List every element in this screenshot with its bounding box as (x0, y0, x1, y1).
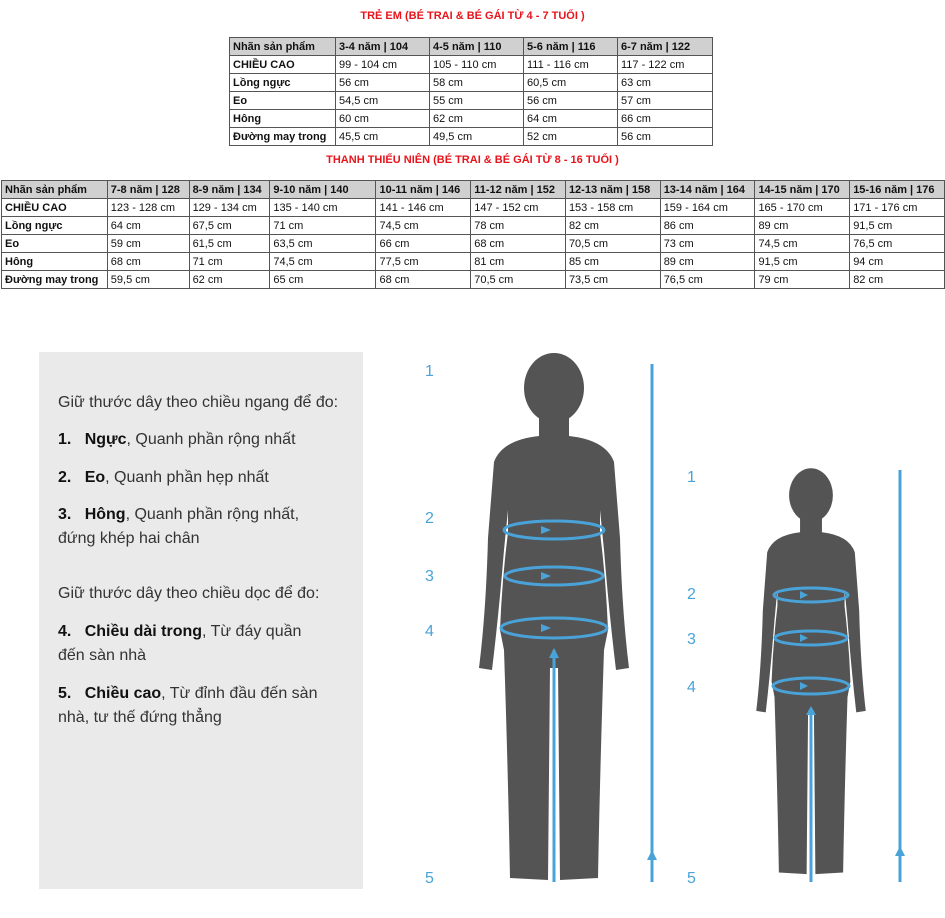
guide-item-waist (58, 466, 269, 490)
item-desc: , Quanh phần hẹp nhất (105, 469, 269, 486)
table-cell: 61,5 cm (189, 235, 270, 253)
body-measurement-figure (405, 350, 945, 895)
table-cell: 70,5 cm (471, 271, 566, 289)
column-header: 14-15 năm | 170 (755, 181, 850, 199)
table-cell: 105 - 110 cm (430, 56, 524, 74)
column-header: 7-8 năm | 128 (107, 181, 189, 199)
table-cell: 153 - 158 cm (565, 199, 660, 217)
guide-item-chest (58, 428, 296, 452)
table-cell: 68 cm (376, 271, 471, 289)
table-cell: 135 - 140 cm (270, 199, 376, 217)
table-cell: 65 cm (270, 271, 376, 289)
table-header-row (230, 38, 713, 56)
guide-item-height (58, 682, 343, 730)
item-number: 2. (58, 469, 72, 486)
table-cell: 171 - 176 cm (850, 199, 945, 217)
column-header: 13-14 năm | 164 (660, 181, 755, 199)
table-cell: 56 cm (524, 92, 618, 110)
small-label-2: 2 (687, 586, 696, 603)
row-label: Eo (230, 92, 336, 110)
table-cell: 49,5 cm (430, 128, 524, 146)
table-cell: 82 cm (565, 217, 660, 235)
table-cell: 141 - 146 cm (376, 199, 471, 217)
teens-table-title: THANH THIẾU NIÊN (BÉ TRAI & BÉ GÁI TỪ 8 - 16 TUỔI ) (326, 154, 619, 166)
table-cell: 86 cm (660, 217, 755, 235)
table-cell: 60 cm (336, 110, 430, 128)
table-row (2, 253, 945, 271)
table-cell: 71 cm (270, 217, 376, 235)
row-label: Đường may trong (2, 271, 108, 289)
table-cell: 73,5 cm (565, 271, 660, 289)
table-cell: 147 - 152 cm (471, 199, 566, 217)
row-label: Lồng ngực (2, 217, 108, 235)
column-header: 6-7 năm | 122 (618, 38, 713, 56)
table-cell: 52 cm (524, 128, 618, 146)
kids-table-title: TRẺ EM (BÉ TRAI & BÉ GÁI TỪ 4 - 7 TUỔI ) (360, 10, 585, 22)
large-label-3: 3 (425, 568, 434, 585)
table-cell: 62 cm (189, 271, 270, 289)
table-cell: 79 cm (755, 271, 850, 289)
row-label: Hông (2, 253, 108, 271)
table-row (2, 271, 945, 289)
column-header: 12-13 năm | 158 (565, 181, 660, 199)
table-cell: 66 cm (618, 110, 713, 128)
item-name: Hông (84, 506, 126, 523)
column-header: 8-9 năm | 134 (189, 181, 270, 199)
column-header: 15-16 năm | 176 (850, 181, 945, 199)
table-cell: 76,5 cm (850, 235, 945, 253)
column-header: 9-10 năm | 140 (270, 181, 376, 199)
row-label: CHIỀU CAO (2, 199, 108, 217)
table-cell: 68 cm (471, 235, 566, 253)
kids-size-table (229, 37, 713, 146)
column-header: 11-12 năm | 152 (471, 181, 566, 199)
column-header: 3-4 năm | 104 (336, 38, 430, 56)
table-row (2, 217, 945, 235)
table-cell: 111 - 116 cm (524, 56, 618, 74)
table-cell: 54,5 cm (336, 92, 430, 110)
table-cell: 73 cm (660, 235, 755, 253)
item-name: Chiều dài trong (84, 623, 203, 640)
table-row (230, 74, 713, 92)
row-label: Eo (2, 235, 108, 253)
table-cell: 123 - 128 cm (107, 199, 189, 217)
row-label: Hông (230, 110, 336, 128)
item-number: 4. (58, 623, 72, 640)
table-cell: 63,5 cm (270, 235, 376, 253)
table-cell: 57 cm (618, 92, 713, 110)
item-desc: , Từ đỉnh đầu đến sàn nhà, tư thế đứng thẳng (58, 685, 318, 726)
table-cell: 70,5 cm (565, 235, 660, 253)
item-number: 1. (58, 431, 72, 448)
table-cell: 165 - 170 cm (755, 199, 850, 217)
table-cell: 56 cm (618, 128, 713, 146)
table-cell: 89 cm (660, 253, 755, 271)
item-number: 5. (58, 685, 72, 702)
large-label-5: 5 (425, 870, 434, 887)
small-label-3: 3 (687, 631, 696, 648)
table-cell: 74,5 cm (755, 235, 850, 253)
table-cell: 82 cm (850, 271, 945, 289)
item-number: 3. (58, 506, 72, 523)
column-header: 5-6 năm | 116 (524, 38, 618, 56)
table-row (2, 235, 945, 253)
table-cell: 89 cm (755, 217, 850, 235)
small-label-4: 4 (687, 679, 696, 696)
large-label-4: 4 (425, 623, 434, 640)
table-cell: 91,5 cm (850, 217, 945, 235)
table-cell: 117 - 122 cm (618, 56, 713, 74)
table-cell: 81 cm (471, 253, 566, 271)
table-cell: 78 cm (471, 217, 566, 235)
table-row (230, 56, 713, 74)
table-cell: 74,5 cm (376, 217, 471, 235)
table-cell: 59 cm (107, 235, 189, 253)
table-cell: 62 cm (430, 110, 524, 128)
teens-size-table (1, 180, 945, 289)
large-label-1: 1 (425, 363, 434, 380)
guide-item-inseam (58, 620, 328, 668)
table-corner: Nhãn sản phẩm (2, 181, 108, 199)
table-row (2, 199, 945, 217)
table-cell: 77,5 cm (376, 253, 471, 271)
table-cell: 85 cm (565, 253, 660, 271)
table-row (230, 128, 713, 146)
measurement-guide-panel (39, 352, 363, 889)
table-cell: 59,5 cm (107, 271, 189, 289)
table-cell: 58 cm (430, 74, 524, 92)
table-cell: 76,5 cm (660, 271, 755, 289)
table-corner: Nhãn sản phẩm (230, 38, 336, 56)
horizontal-intro: Giữ thước dây theo chiều ngang để đo: (58, 394, 339, 411)
small-label-1: 1 (687, 469, 696, 486)
table-row (230, 110, 713, 128)
table-header-row (2, 181, 945, 199)
table-cell: 67,5 cm (189, 217, 270, 235)
large-label-2: 2 (425, 510, 434, 527)
column-header: 4-5 năm | 110 (430, 38, 524, 56)
table-cell: 159 - 164 cm (660, 199, 755, 217)
table-cell: 64 cm (107, 217, 189, 235)
table-cell: 129 - 134 cm (189, 199, 270, 217)
item-name: Ngực (84, 431, 127, 448)
guide-item-hip (58, 503, 328, 551)
table-cell: 99 - 104 cm (336, 56, 430, 74)
item-desc: , Quanh phần rộng nhất, đứng khép hai chân (58, 506, 300, 547)
row-label: Đường may trong (230, 128, 336, 146)
table-cell: 56 cm (336, 74, 430, 92)
table-cell: 64 cm (524, 110, 618, 128)
small-label-5: 5 (687, 870, 696, 887)
item-name: Eo (84, 469, 106, 486)
table-row (230, 92, 713, 110)
vertical-intro: Giữ thước dây theo chiều dọc để đo: (58, 585, 320, 602)
table-cell: 45,5 cm (336, 128, 430, 146)
table-cell: 94 cm (850, 253, 945, 271)
row-label: Lồng ngực (230, 74, 336, 92)
table-cell: 74,5 cm (270, 253, 376, 271)
item-name: Chiều cao (84, 685, 162, 702)
table-cell: 71 cm (189, 253, 270, 271)
table-cell: 68 cm (107, 253, 189, 271)
table-cell: 91,5 cm (755, 253, 850, 271)
table-cell: 66 cm (376, 235, 471, 253)
table-cell: 63 cm (618, 74, 713, 92)
item-desc: , Quanh phần rộng nhất (126, 431, 296, 448)
column-header: 10-11 năm | 146 (376, 181, 471, 199)
table-cell: 60,5 cm (524, 74, 618, 92)
item-desc: , Từ đáy quần đến sàn nhà (58, 623, 302, 664)
table-cell: 55 cm (430, 92, 524, 110)
row-label: CHIỀU CAO (230, 56, 336, 74)
